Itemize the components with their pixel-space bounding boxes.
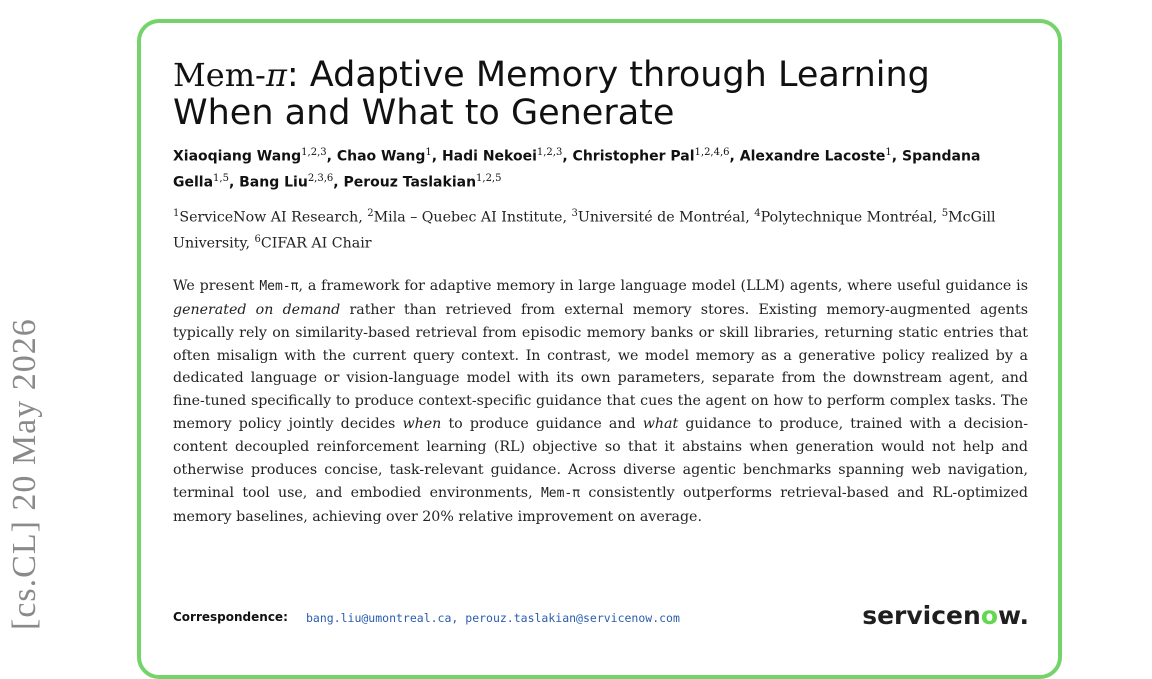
affiliation-mark: 1	[173, 208, 180, 220]
abstract	[173, 275, 1028, 529]
affiliation-mark: 5	[941, 208, 949, 220]
affiliation-separator: ,	[932, 210, 942, 227]
author-name: Xiaoqiang Wang	[173, 148, 302, 165]
author-affiliation-marks: 1,2,3	[301, 147, 327, 158]
author-separator: ,	[333, 174, 344, 191]
abstract-emphasis: generated on demand	[173, 301, 341, 318]
email-link-perouz-taslakian[interactable]: perouz.taslakian@servicenow.com	[465, 611, 680, 625]
correspondence-emails	[306, 611, 680, 625]
author-name: Bang Liu	[239, 174, 308, 191]
author-affiliation-marks: 1,2,4,6	[694, 147, 730, 158]
abstract-text: , a framework for adaptive memory in large language model (LLM) agents, where useful guidance is	[298, 277, 1028, 294]
abstract-text: rather than retrieved from external memory stores. Existing memory-augmented agents typically rely on similarity-based retrieval from episodic memory banks or skill libraries, returning static entries that often misalign with the current query context. In contrast, we model memory as a generative policy realized by a dedicated language or vision-language model with its own parameters, separate from the downstream agent, and fine-tuned specifically to produce context-specific guidance that cues the agent on how to perform complex tasks. The memory policy jointly decides	[173, 301, 1028, 433]
logo-accent-o: o	[980, 601, 998, 630]
affiliation-mark: 6	[254, 234, 261, 246]
logo-text: w	[998, 601, 1020, 630]
author-affiliation-marks: 1	[425, 147, 432, 158]
affiliation-name: CIFAR AI Chair	[260, 235, 372, 252]
email-link-bang-liu[interactable]: bang.liu@umontreal.ca	[306, 611, 452, 625]
affiliation-mark: 4	[754, 208, 761, 220]
affiliation-mark: 2	[367, 208, 374, 220]
affiliation-separator: ,	[245, 235, 255, 252]
arxiv-side-stamp: [cs.CL] 20 May 2026	[6, 318, 43, 630]
affiliation-name: Mila – Quebec AI Institute	[373, 210, 563, 227]
abstract-mem-pi: Mem-π	[540, 485, 581, 501]
affiliation-separator: ,	[358, 210, 368, 227]
author-separator: ,	[326, 148, 337, 165]
affiliation-list	[173, 203, 1033, 254]
affiliation-separator: ,	[745, 210, 755, 227]
affiliation-name: Université de Montréal	[577, 210, 746, 227]
author-affiliation-marks: 1	[885, 147, 892, 158]
affiliation-name: McGill University	[173, 210, 996, 252]
title-line-1: : Adaptive Memory through Learning	[286, 55, 930, 95]
author-separator: ,	[562, 148, 573, 165]
author-affiliation-marks: 1,2,5	[476, 172, 502, 184]
author-separator: ,	[228, 174, 240, 191]
author-name: Hadi Nekoei	[441, 148, 537, 165]
author-separator: ,	[431, 148, 442, 165]
author-name: Spandana Gella	[173, 148, 981, 191]
servicenow-logo	[862, 601, 1029, 630]
author-affiliation-marks: 1,5	[213, 172, 229, 184]
author-list	[173, 142, 1033, 193]
author-separator: ,	[891, 148, 902, 165]
author-separator: ,	[729, 148, 740, 165]
affiliation-mark: 3	[571, 208, 578, 220]
author-affiliation-marks: 1,2,3	[536, 147, 563, 158]
abstract-text: to produce guidance and	[441, 416, 643, 433]
correspondence-label: Correspondence:	[173, 610, 288, 624]
author-name: Christopher Pal	[572, 148, 695, 165]
author-name: Chao Wang	[336, 148, 426, 165]
paper-content	[173, 56, 1033, 529]
affiliation-separator: ,	[562, 210, 572, 227]
affiliation-name: ServiceNow AI Research	[179, 210, 359, 227]
email-separator: ,	[451, 611, 466, 625]
author-affiliation-marks: 2,3,6	[307, 172, 334, 184]
title-line-2: When and What to Generate	[173, 93, 675, 133]
author-name: Alexandre Lacoste	[739, 148, 886, 165]
abstract-emphasis: what	[642, 416, 679, 433]
author-name: Perouz Taslakian	[343, 174, 477, 191]
abstract-mem-pi: Mem-π	[259, 278, 299, 294]
correspondence-row	[173, 601, 1031, 639]
abstract-text: consistently outperforms retrieval-based and RL-optimized memory baselines, achieving over 20% relative improvement on average.	[173, 484, 1028, 525]
abstract-text: We present	[173, 277, 260, 294]
title-pi-symbol: π	[265, 56, 287, 94]
affiliation-name: Polytechnique Montréal	[760, 210, 933, 227]
logo-dot: .	[1019, 601, 1029, 630]
paper-title	[173, 56, 1033, 132]
abstract-text: guidance to produce, trained with a decision-content decoupled reinforcement learning (RL) objective so that it abstains when generation would not help and otherwise produces concise, task-relevant guidance. Across diverse agentic benchmarks spanning web navigation, terminal tool use, and embodied environments,	[173, 416, 1029, 501]
title-mem-prefix: Mem-	[173, 56, 266, 94]
logo-text: servicen	[862, 601, 981, 630]
abstract-emphasis: when	[402, 416, 442, 433]
